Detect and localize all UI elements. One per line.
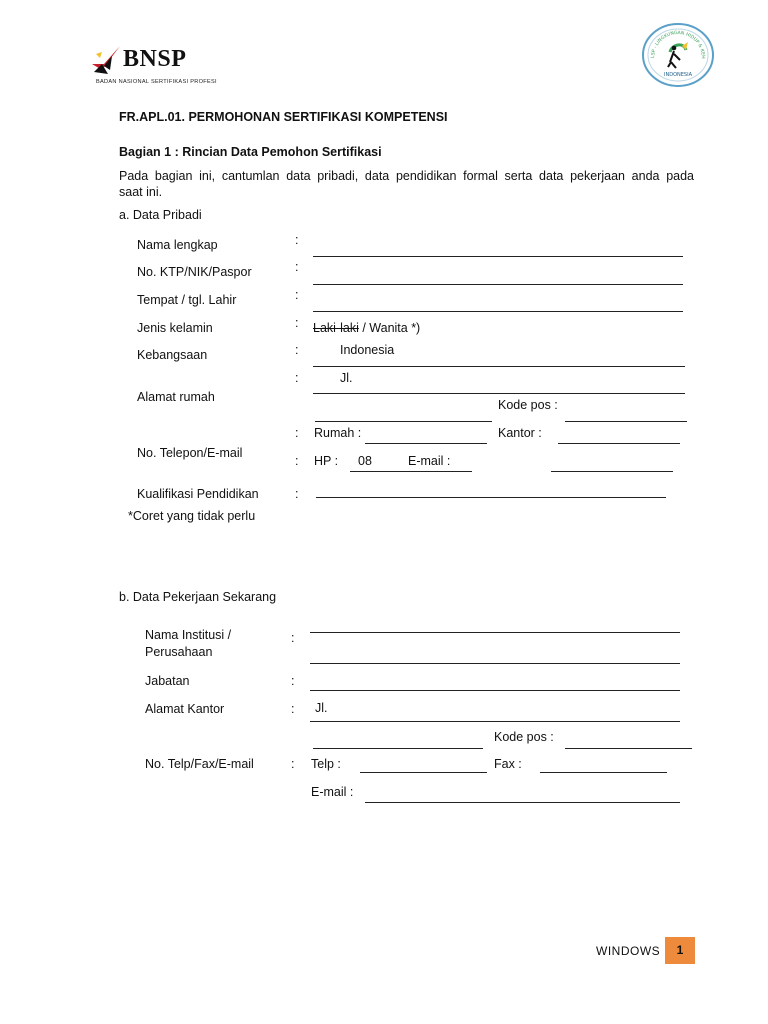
label-nama: Nama lengkap: [137, 238, 218, 252]
colon: :: [295, 233, 299, 247]
field-institusi-line1[interactable]: [310, 632, 680, 633]
label-jenis-kelamin: Jenis kelamin: [137, 321, 213, 335]
page-number: 1: [665, 937, 695, 964]
colon: :: [295, 454, 299, 468]
label-rumah: Rumah :: [314, 426, 362, 440]
label-fax: Fax :: [494, 757, 522, 771]
field-ttl[interactable]: [313, 311, 683, 312]
logo-subtitle: BADAN NASIONAL SERTIFIKASI PROFESI: [96, 79, 217, 85]
kebangsaan-value: Indonesia: [340, 343, 395, 357]
section-title: Bagian 1 : Rincian Data Pemohon Sertifikasi: [119, 145, 382, 159]
label-hp: HP :: [314, 454, 339, 468]
field-alamat-kantor-line1[interactable]: [310, 721, 680, 722]
label-alamat: Alamat rumah: [137, 390, 215, 404]
field-kodepos-kantor[interactable]: [565, 748, 692, 749]
field-alamat-line2[interactable]: [315, 421, 492, 422]
field-fax[interactable]: [540, 772, 667, 773]
field-email[interactable]: [551, 471, 673, 472]
colon: :: [291, 631, 295, 645]
colon: :: [295, 487, 299, 501]
field-hp[interactable]: [350, 471, 472, 472]
colon: :: [295, 316, 299, 330]
field-kualifikasi[interactable]: [316, 497, 666, 498]
field-kebangsaan[interactable]: [313, 366, 685, 367]
field-alamat-line1[interactable]: [313, 393, 685, 394]
colon: :: [291, 757, 295, 771]
colon: :: [291, 702, 295, 716]
intro-text-line1: Pada bagian ini, cantumlan data pribadi, data pendidikan formal serta data pekerjaan anda pada: [119, 169, 694, 183]
intro-text-line2: saat ini.: [119, 185, 163, 199]
field-nama[interactable]: [313, 256, 683, 257]
field-institusi-line2[interactable]: [310, 663, 680, 664]
label-ttl: Tempat / tgl. Lahir: [137, 293, 237, 307]
label-institusi-1: Nama Institusi /: [145, 628, 232, 642]
jenis-kelamin-value: [313, 321, 420, 335]
alamat-value: Jl.: [340, 371, 353, 385]
label-telepon: No. Telepon/E-mail: [137, 446, 243, 460]
footer-label: WINDOWS: [596, 944, 661, 958]
colon: :: [295, 426, 299, 440]
field-ktp[interactable]: [313, 284, 683, 285]
logo-text: BNSP: [123, 46, 187, 72]
field-telepon-kantor[interactable]: [558, 443, 680, 444]
pekerjaan-heading: b. Data Pekerjaan Sekarang: [119, 590, 277, 604]
lsp-seal-icon: [640, 22, 716, 88]
hp-value: 08: [358, 454, 372, 468]
colon: :: [295, 343, 299, 357]
colon: :: [291, 674, 295, 688]
label-telp: Telp :: [311, 757, 341, 771]
seal-text: LSP - LINGKUNGAN HIDUP & KEH: [650, 30, 706, 59]
label-kualifikasi: Kualifikasi Pendidikan: [137, 487, 259, 501]
label-email: E-mail :: [408, 454, 451, 468]
label-kebangsaan: Kebangsaan: [137, 348, 208, 362]
label-kodepos: Kode pos :: [498, 398, 558, 412]
field-telepon-rumah[interactable]: [365, 443, 487, 444]
label-jabatan: Jabatan: [145, 674, 190, 688]
label-ktp: No. KTP/NIK/Paspor: [137, 265, 252, 279]
note-coret: *Coret yang tidak perlu: [128, 509, 256, 523]
field-telp[interactable]: [360, 772, 487, 773]
field-alamat-kantor-line2[interactable]: [313, 748, 483, 749]
label-email-kantor: E-mail :: [311, 785, 354, 799]
label-kantor: Kantor :: [498, 426, 542, 440]
field-kodepos[interactable]: [565, 421, 687, 422]
label-kodepos-kantor: Kode pos :: [494, 730, 554, 744]
colon: :: [295, 288, 299, 302]
form-title: FR.APL.01. PERMOHONAN SERTIFIKASI KOMPETENSI: [119, 110, 448, 124]
label-telp-fax-email: No. Telp/Fax/E-mail: [145, 757, 254, 771]
seal-country: INDONESIA: [664, 72, 692, 78]
label-alamat-kantor: Alamat Kantor: [145, 702, 225, 716]
bnsp-logo-icon: [90, 44, 122, 78]
colon: :: [295, 260, 299, 274]
label-institusi-2: Perusahaan: [145, 645, 213, 659]
field-email-kantor[interactable]: [365, 802, 680, 803]
field-jabatan[interactable]: [310, 690, 680, 691]
colon: :: [295, 371, 299, 385]
option-laki-laki[interactable]: Laki-laki: [313, 321, 359, 335]
alamat-kantor-value: Jl.: [315, 701, 328, 715]
option-wanita[interactable]: / Wanita *): [358, 321, 421, 335]
pribadi-heading: a. Data Pribadi: [119, 208, 202, 222]
